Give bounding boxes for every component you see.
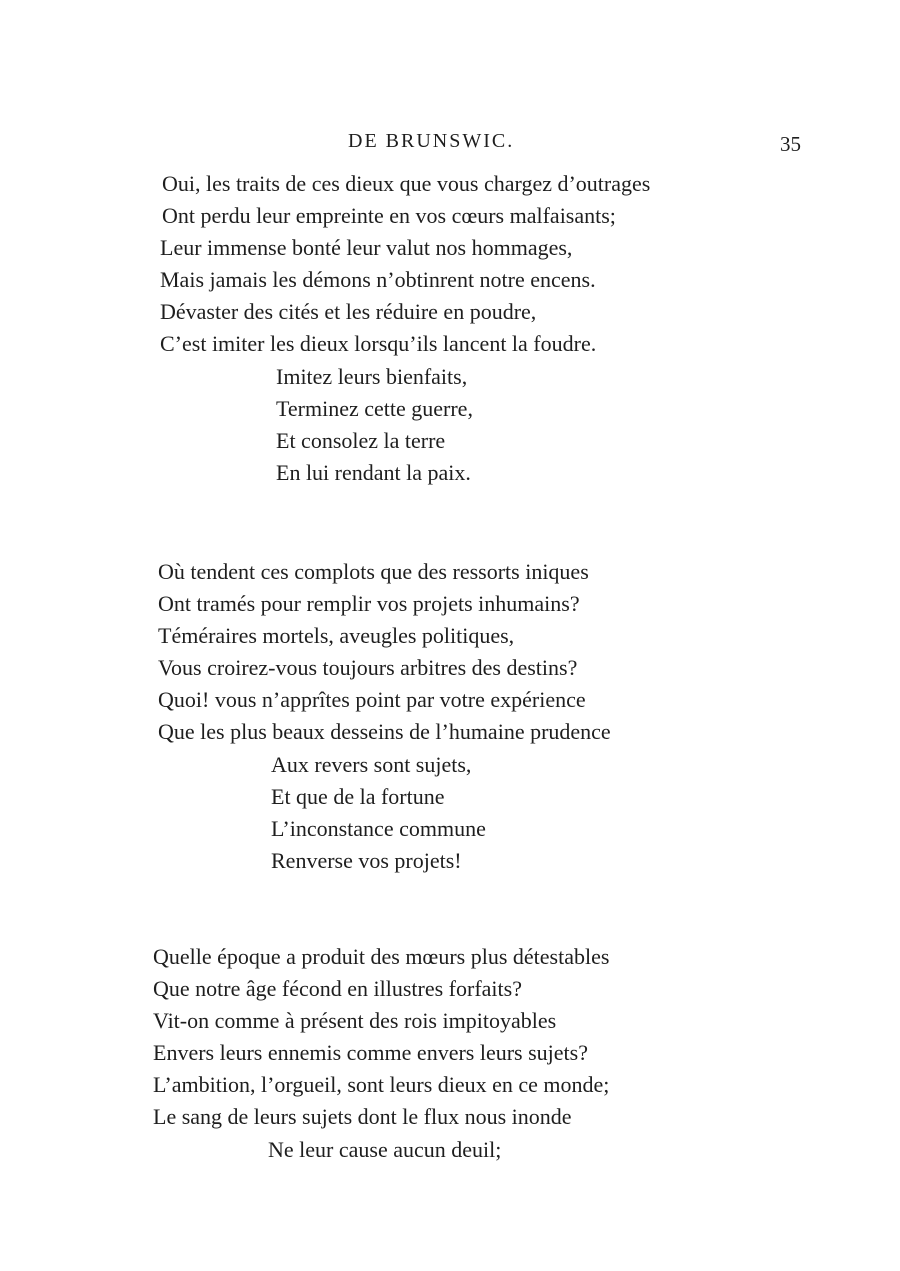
verse-line: Téméraires mortels, aveugles politiques,: [158, 623, 515, 648]
verse-line-indented: Terminez cette guerre,: [276, 396, 473, 421]
verse-line: Mais jamais les démons n’obtinrent notre encens.: [160, 267, 596, 292]
verse-line-indented: Ne leur cause aucun deuil;: [268, 1137, 502, 1162]
verse-line: Où tendent ces complots que des ressorts iniques: [158, 559, 589, 584]
verse-line-indented: Et que de la fortune: [271, 784, 445, 809]
verse-line: Dévaster des cités et les réduire en poudre,: [160, 299, 537, 324]
verse-line: Que notre âge fécond en illustres forfaits?: [153, 976, 522, 1001]
verse-line: C’est imiter les dieux lorsqu’ils lancent la foudre.: [160, 331, 597, 356]
verse-line-indented: L’inconstance commune: [271, 816, 486, 841]
verse-line: Ont perdu leur empreinte en vos cœurs malfaisants;: [162, 203, 616, 228]
verse-line: Que les plus beaux desseins de l’humaine prudence: [158, 719, 611, 744]
verse-line-indented: En lui rendant la paix.: [276, 460, 471, 485]
verse-line-indented: Aux revers sont sujets,: [271, 752, 472, 777]
verse-line: Quoi! vous n’apprîtes point par votre expérience: [158, 687, 586, 712]
verse-line: Envers leurs ennemis comme envers leurs sujets?: [153, 1040, 588, 1065]
verse-line: Vous croirez-vous toujours arbitres des destins?: [158, 655, 578, 680]
verse-line-indented: Renverse vos projets!: [271, 848, 462, 873]
verse-line-indented: Et consolez la terre: [276, 428, 446, 453]
verse-line: Oui, les traits de ces dieux que vous chargez d’outrages: [162, 171, 651, 196]
verse-line: Le sang de leurs sujets dont le flux nous inonde: [153, 1104, 572, 1129]
verse-line: Leur immense bonté leur valut nos hommages,: [160, 235, 573, 260]
verse-line: Quelle époque a produit des mœurs plus détestables: [153, 944, 610, 969]
verse-line: Vit-on comme à présent des rois impitoyables: [153, 1008, 557, 1033]
verse-line-indented: Imitez leurs bienfaits,: [276, 364, 468, 389]
verse-line: Ont tramés pour remplir vos projets inhumains?: [158, 591, 580, 616]
verse-line: L’ambition, l’orgueil, sont leurs dieux en ce monde;: [153, 1072, 610, 1097]
page-number: 35: [780, 132, 801, 156]
running-head: DE BRUNSWIC.: [348, 130, 515, 152]
